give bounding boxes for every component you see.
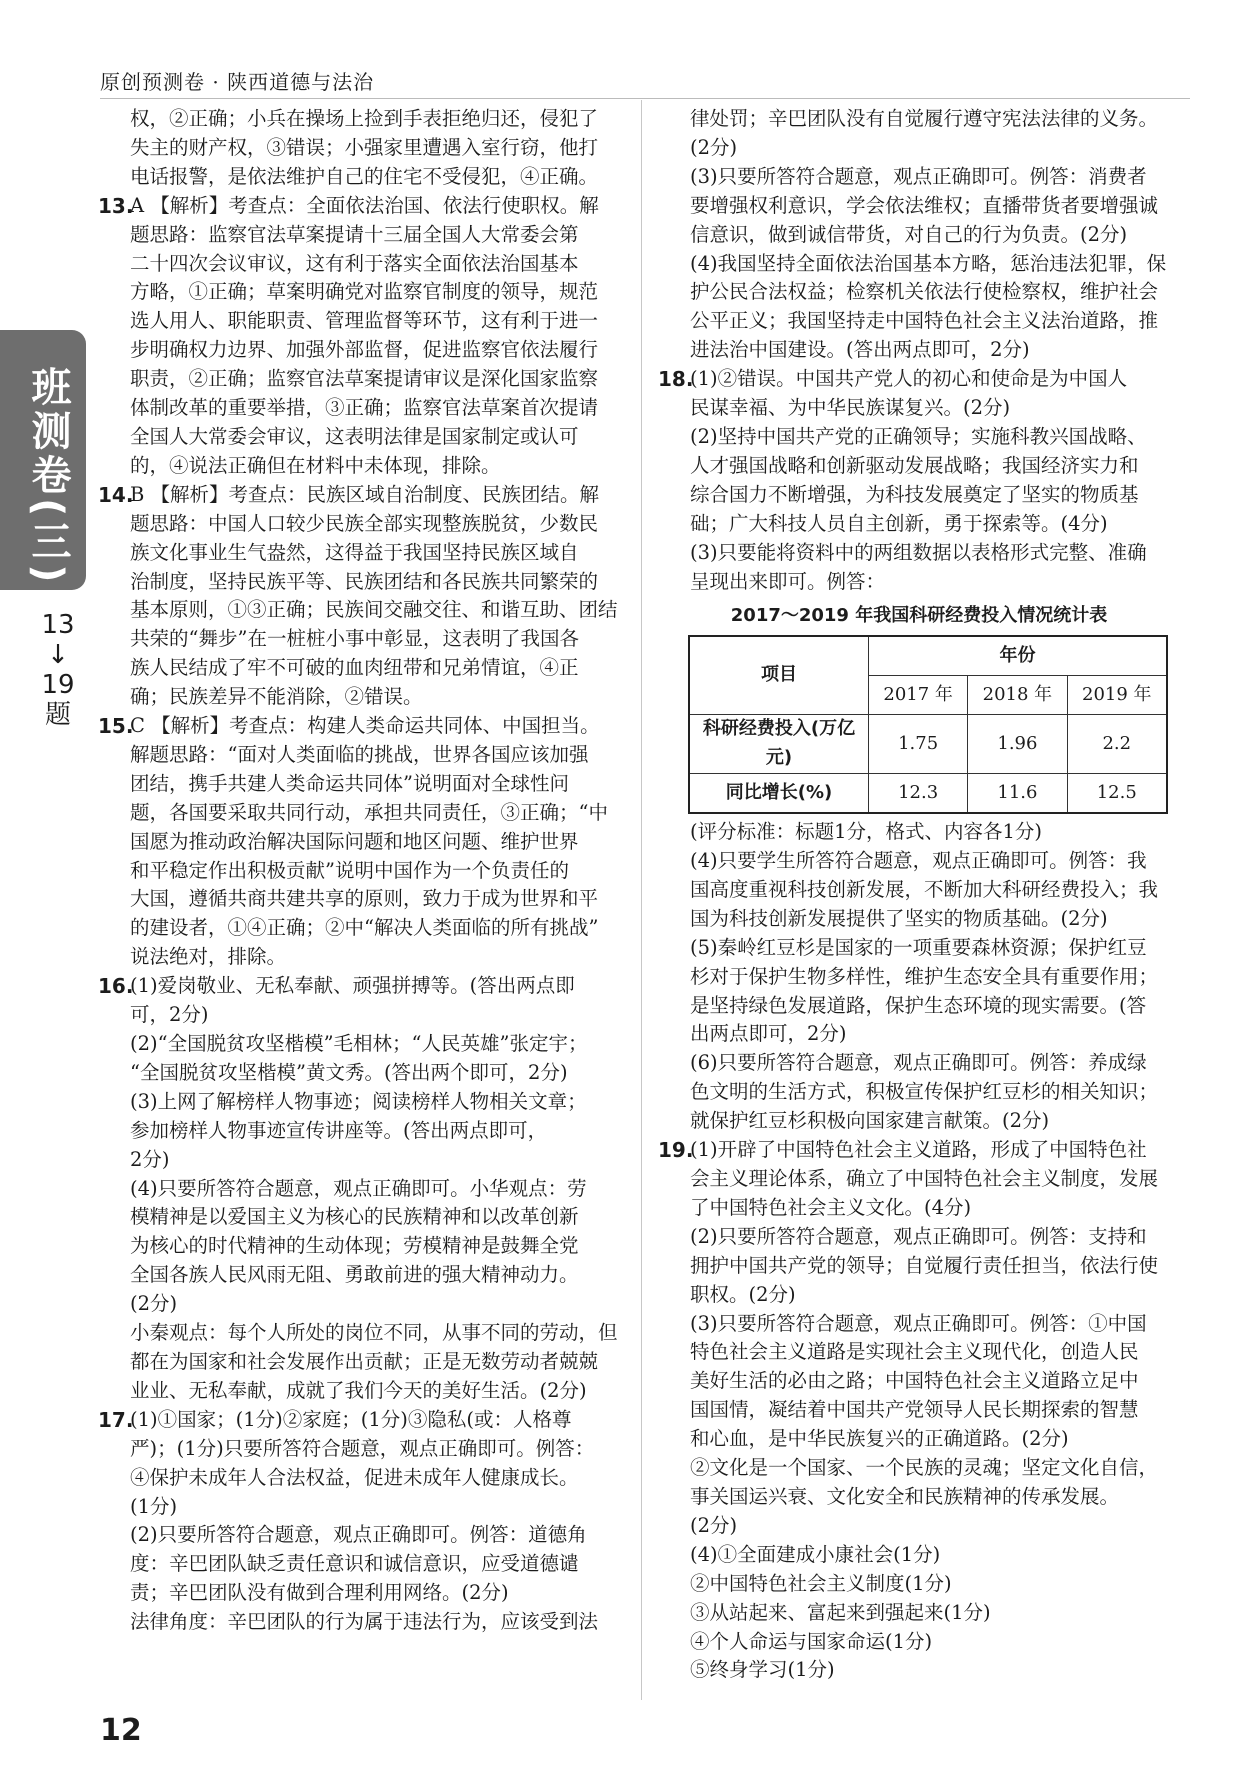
range-suffix: 题 <box>44 700 71 730</box>
question-number: 13. <box>98 193 134 218</box>
text-line: 共荣的“舞步”在一桩桩小事中彰显，这表明了我国各 <box>130 627 579 651</box>
text-line: 国为科技创新发展提供了坚实的物质基础。(2分) <box>690 906 1108 930</box>
table-cell: 11.6 <box>968 774 1067 814</box>
text-line: 团结，携手共建人类命运共同体”说明面对全球性问 <box>130 771 569 795</box>
text-line: (3)只要所答符合题意，观点正确即可。例答：①中国 <box>690 1311 1147 1335</box>
text-line: 步明确权力边界、加强外部监督，促进监察官依法履行 <box>130 338 599 362</box>
row-label: 同比增长(%) <box>689 774 869 814</box>
text-line: 解题思路：“面对人类面临的挑战，世界各国应该加强 <box>130 742 589 766</box>
text-line: 参加榜样人物事迹宣传讲座等。(答出两点即可， <box>130 1118 548 1142</box>
text-line: 度：辛巴团队缺乏责任意识和诚信意识，应受道德谴 <box>130 1552 579 1576</box>
text-line: (4)只要所答符合题意，观点正确即可。小华观点：劳 <box>130 1176 587 1200</box>
left-column <box>100 105 620 1637</box>
table-title: 2017～2019 年我国科研经费投入情况统计表 <box>730 605 1108 627</box>
table-cell: 12.3 <box>869 774 968 814</box>
text-line: 为核心的时代精神的生动体现；劳模精神是鼓舞全党 <box>130 1234 579 1258</box>
text-line: (2)“全国脱贫攻坚楷模”毛相林；“人民英雄”张定宇； <box>130 1032 588 1055</box>
text-line: 杉对于保护生物多样性，维护生态安全具有重要作用； <box>690 964 1159 988</box>
answer-head: A 【解析】考查点：全面依法治国、依法行使职权。解 <box>130 193 599 217</box>
text-line: (2分) <box>690 135 738 159</box>
text-line: (1分) <box>130 1494 178 1518</box>
text-line: ②中国特色社会主义制度(1分) <box>690 1571 952 1595</box>
answer-13 <box>100 192 620 481</box>
text-line: 方略，①正确；草案明确党对监察官制度的领导，规范 <box>130 280 599 304</box>
text-line: 的建设者，①④正确；②中“解决人类面临的所有挑战” <box>130 916 599 940</box>
text-line: 业业、无私奉献，成就了我们今天的美好生活。(2分) <box>130 1378 587 1402</box>
text-line: 进法治中国建设。(答出两点即可，2分) <box>690 338 1030 362</box>
question-number: 15. <box>98 714 134 739</box>
answer-16 <box>100 972 620 1406</box>
answer-18 <box>660 365 1178 596</box>
text-line: ④个人命运与国家命运(1分) <box>690 1629 933 1653</box>
table-row <box>689 715 1167 774</box>
text-line: 人才强国战略和创新驱动发展战略；我国经济实力和 <box>690 453 1139 477</box>
answer-head: B 【解析】考查点：民族区域自治制度、民族团结。解 <box>130 482 600 506</box>
question-range <box>38 610 78 730</box>
text-line: (3)上网了解榜样人物事迹；阅读榜样人物相关文章； <box>130 1089 587 1113</box>
text-line: 事关国运兴衰、文化安全和民族精神的传承发展。 <box>690 1484 1120 1508</box>
right-column <box>660 105 1178 1685</box>
year-cell: 2018 年 <box>968 676 1067 715</box>
text-line: 选人用人、职能职责、管理监督等环节，这有利于进一 <box>130 309 599 333</box>
answer-19 <box>660 1136 1178 1685</box>
text-line: 法律角度：辛巴团队的行为属于违法行为，应该受到法 <box>130 1610 599 1634</box>
text-line: (4)只要学生所答符合题意，观点正确即可。例答：我 <box>690 849 1147 873</box>
text-line: (4)①全面建成小康社会(1分) <box>690 1542 941 1566</box>
text-line: 的，④说法正确但在材料中未体现，排除。 <box>130 453 501 477</box>
question-number: 18. <box>658 367 694 392</box>
text-line: 权，②正确；小兵在操场上捡到手表拒绝归还，侵犯了 <box>130 107 599 130</box>
text-line: 公平正义；我国坚持走中国特色社会主义法治道路，推 <box>690 309 1159 333</box>
year-cell: 2017 年 <box>869 676 968 715</box>
page-number: 12 <box>100 1713 142 1748</box>
answer-head: (1)开辟了中国特色社会主义道路，形成了中国特色社 <box>690 1138 1147 1162</box>
table-cell: 2.2 <box>1067 715 1167 774</box>
answer-head: (1)爱岗敬业、无私奉献、顽强拼搏等。(答出两点即 <box>130 974 575 998</box>
text-line: 是坚持绿色发展道路，保护生态环境的现实需要。(答 <box>690 993 1147 1017</box>
text-line: 模精神是以爱国主义为核心的民族精神和以改革创新 <box>130 1205 579 1229</box>
table-cell: 12.5 <box>1067 774 1167 814</box>
text-line: 国愿为推动政治解决国际问题和地区问题、维护世界 <box>130 829 579 853</box>
text-line: 信意识，做到诚信带货，对自己的行为负责。(2分) <box>690 222 1128 246</box>
table-cell: 1.96 <box>968 715 1067 774</box>
column-divider <box>641 100 642 1700</box>
text-line: 呈现出来即可。例答： <box>690 569 886 593</box>
text-line: 律处罚；辛巴团队没有自觉履行遵守宪法法律的义务。 <box>690 107 1159 130</box>
text-line: 失主的财产权，③错误；小强家里遭遇入室行窃，他打 <box>130 135 599 159</box>
table-row <box>689 774 1167 814</box>
range-arrow: ↓ <box>47 640 69 670</box>
text-line: 体制改革的重要举措，③正确；监察官法草案首次提请 <box>130 396 599 420</box>
question-number: 19. <box>658 1138 694 1163</box>
text-line: 2分) <box>130 1147 170 1171</box>
text-line: ④保护未成年人合法权益，促进未成年人健康成长。 <box>130 1465 579 1489</box>
text-line: (3)只要所答符合题意，观点正确即可。例答：消费者 <box>690 164 1147 188</box>
text-line: (5)秦岭红豆杉是国家的一项重要森林资源；保护红豆 <box>690 935 1147 959</box>
text-line: 族文化事业生气盎然，这得益于我国坚持民族区域自 <box>130 540 579 564</box>
text-line: 特色社会主义道路是实现社会主义现代化，创造人民 <box>690 1340 1139 1364</box>
text-line: ②文化是一个国家、一个民族的灵魂；坚定文化自信， <box>690 1456 1159 1480</box>
text-line: 和平稳定作出积极贡献”说明中国作为一个负责任的 <box>130 858 569 882</box>
answer-head: C 【解析】考查点：构建人类命运共同体、中国担当。 <box>130 714 600 738</box>
text-line: 础；广大科技人员自主创新，勇于探索等。(4分) <box>690 511 1108 535</box>
text-line: 护公民合法权益；检察机关依法行使检察权，维护社会 <box>690 280 1159 304</box>
header-divider <box>100 98 1190 99</box>
text-line: 色文明的生活方式，积极宣传保护红豆杉的相关知识； <box>690 1080 1159 1104</box>
text-line: (3)只要能将资料中的两组数据以表格形式完整、准确 <box>690 540 1147 564</box>
text-line: 国国情，凝结着中国共产党领导人民长期探索的智慧 <box>690 1398 1139 1422</box>
text-line: 电话报警，是依法维护自己的住宅不受侵犯，④正确。 <box>130 164 599 188</box>
header-title: 原创预测卷 · 陕西道德与法治 <box>100 70 375 94</box>
text-line: 出两点即可，2分) <box>690 1022 847 1046</box>
text-line: 大国，遵循共商共建共享的原则，致力于成为世界和平 <box>130 887 599 911</box>
text-line: 拥护中国共产党的领导；自觉履行责任担当，依法行使 <box>690 1253 1159 1277</box>
text-line: 族人民结成了牢不可破的血肉纽带和兄弟情谊，④正 <box>130 656 579 680</box>
header-year: 年份 <box>869 636 1168 676</box>
answer-17-continued <box>660 105 1178 365</box>
answer-head: (1)②错误。中国共产党人的初心和使命是为中国人 <box>690 367 1128 391</box>
text-line: 全国人大常委会审议，这表明法律是国家制定或认可 <box>130 424 579 448</box>
text-line: 会主义理论体系，确立了中国特色社会主义制度，发展 <box>690 1167 1159 1190</box>
table-header-row <box>689 636 1167 676</box>
answer-17 <box>100 1406 620 1637</box>
text-line: (2)只要所答符合题意，观点正确即可。例答：道德角 <box>130 1523 587 1547</box>
text-line: 严)；(1分)只要所答符合题意，观点正确即可。例答： <box>130 1436 595 1460</box>
text-line: 可，2分) <box>130 1003 209 1027</box>
question-number: 17. <box>98 1407 134 1432</box>
text-line: (评分标准：标题1分，格式、内容各1分) <box>690 820 1043 844</box>
text-line: 国高度重视科技创新发展，不断加大科研经费投入；我 <box>690 877 1159 901</box>
text-line: 美好生活的必由之路；中国特色社会主义道路立足中 <box>690 1369 1139 1393</box>
answer-head: (1)①国家；(1分)②家庭；(1分)③隐私(或：人格尊 <box>130 1407 572 1431</box>
row-label: 科研经费投入(万亿元) <box>689 715 869 774</box>
text-line: (6)只要所答符合题意，观点正确即可。例答：养成绿 <box>690 1051 1147 1075</box>
section-tab <box>0 330 86 590</box>
text-line: ③从站起来、富起来到强起来(1分) <box>690 1600 991 1624</box>
text-line: 小秦观点：每个人所处的岗位不同，从事不同的劳动，但 <box>130 1321 618 1345</box>
table-cell: 1.75 <box>869 715 968 774</box>
text-line: (2分) <box>130 1292 178 1316</box>
text-line: 和心血，是中华民族复兴的正确道路。(2分) <box>690 1427 1069 1451</box>
text-line: 职权。(2分) <box>690 1282 796 1306</box>
answer-18-after-table <box>660 818 1178 1136</box>
text-line: 治制度，坚持民族平等、民族团结和各民族共同繁荣的 <box>130 569 599 593</box>
range-end: 19 <box>41 670 75 700</box>
statistics-table <box>688 635 1168 814</box>
text-line: 民谋幸福、为中华民族谋复兴。(2分) <box>690 396 1011 420</box>
text-line: ⑤终身学习(1分) <box>690 1658 835 1682</box>
text-line: 职责，②正确；监察官法草案提请审议是深化国家监察 <box>130 367 599 391</box>
text-line: 就保护红豆杉积极向国家建言献策。(2分) <box>690 1109 1050 1133</box>
text-line: 了中国特色社会主义文化。(4分) <box>690 1195 972 1219</box>
section-tab-label: 班测卷(三) <box>25 366 71 587</box>
text-line: 题思路：中国人口较少民族全部实现整族脱贫，少数民 <box>130 511 599 535</box>
answer-15 <box>100 712 620 972</box>
question-number: 16. <box>98 974 134 999</box>
text-line: 综合国力不断增强，为科技发展奠定了坚实的物质基 <box>690 482 1139 506</box>
text-line: (2)坚持中国共产党的正确领导；实施科教兴国战略、 <box>690 424 1147 448</box>
text-line: (2)只要所答符合题意，观点正确即可。例答：支持和 <box>690 1224 1147 1248</box>
answer-14 <box>100 481 620 712</box>
question-number: 14. <box>98 482 134 507</box>
text-line: 全国各族人民风雨无阻、勇敢前进的强大精神动力。 <box>130 1263 579 1287</box>
text-line: 确；民族差异不能消除，②错误。 <box>130 685 423 709</box>
range-start: 13 <box>41 610 75 640</box>
year-cell: 2019 年 <box>1067 676 1167 715</box>
text-line: 要增强权利意识，学会依法维权；直播带货者要增强诚 <box>690 193 1159 217</box>
continued-answer <box>100 105 620 192</box>
text-line: “全国脱贫攻坚楷模”黄文秀。(答出两个即可，2分) <box>130 1060 568 1084</box>
text-line: 基本原则，①③正确；民族间交融交往、和谐互助、团结 <box>130 598 618 622</box>
text-line: (2分) <box>690 1513 738 1537</box>
text-line: 题，各国要采取共同行动，承担共同责任，③正确；“中 <box>130 800 608 824</box>
text-line: 都在为国家和社会发展作出贡献；正是无数劳动者兢兢 <box>130 1349 599 1373</box>
text-line: (4)我国坚持全面依法治国基本方略，惩治违法犯罪，保 <box>690 251 1167 275</box>
text-line: 责；辛巴团队没有做到合理利用网络。(2分) <box>130 1581 509 1605</box>
text-line: 说法绝对，排除。 <box>130 945 287 969</box>
text-line: 二十四次会议审议，这有利于落实全面依法治国基本 <box>130 251 579 275</box>
text-line: 题思路：监察官法草案提请十三届全国人大常委会第 <box>130 222 579 246</box>
header-item: 项目 <box>689 636 869 715</box>
